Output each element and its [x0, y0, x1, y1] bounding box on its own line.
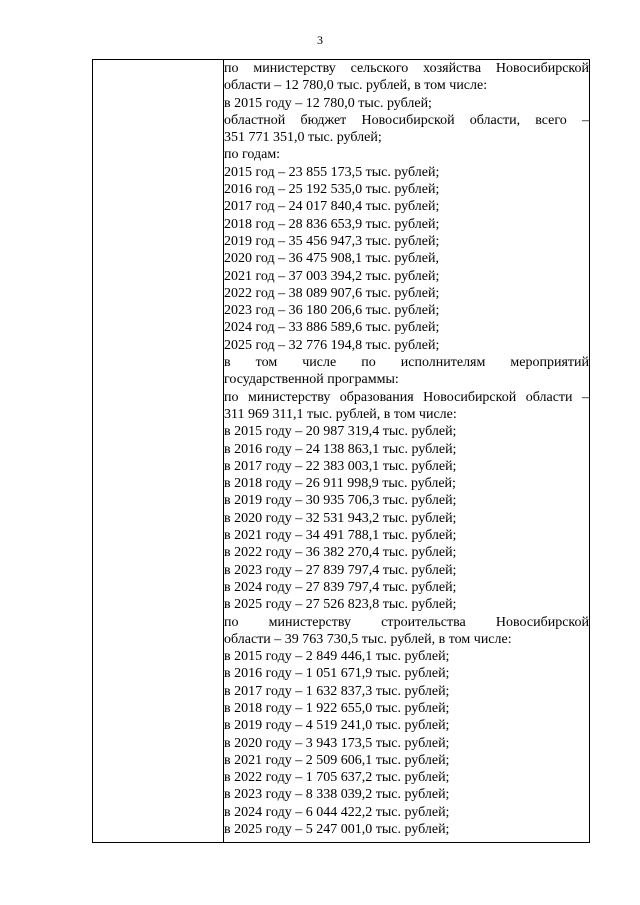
text-line: в 2020 году – 32 531 943,2 тыс. рублей; — [224, 510, 457, 526]
text-line: в 2019 году – 4 519 241,0 тыс. рублей; — [224, 718, 450, 734]
table-cell-content — [224, 60, 590, 843]
text-line: в 2015 году – 12 780,0 тыс. рублей; — [224, 95, 432, 111]
text-line: областной бюджет Новосибирской области, всего – — [224, 112, 589, 128]
text-line: в 2020 году – 3 943 173,5 тыс. рублей; — [224, 735, 450, 751]
text-line: по министерству сельского хозяйства Новосибирской — [224, 61, 589, 76]
text-line: в 2018 году – 26 911 998,9 тыс. рублей; — [224, 476, 456, 492]
text-lines — [224, 60, 589, 842]
text-line: в 2022 году – 1 705 637,2 тыс. рублей; — [224, 770, 450, 786]
text-line: в 2016 году – 24 138 863,1 тыс. рублей; — [224, 441, 457, 457]
text-line: 2015 год – 23 855 173,5 тыс. рублей; — [224, 164, 440, 180]
text-line: в 2023 году – 8 338 039,2 тыс. рублей; — [224, 787, 450, 803]
text-line: в 2019 году – 30 935 706,3 тыс. рублей; — [224, 493, 457, 509]
text-line: по годам: — [224, 147, 281, 163]
text-line: по министерству образования Новосибирской области – — [224, 389, 589, 405]
text-line: в 2023 году – 27 839 797,4 тыс. рублей; — [224, 562, 457, 578]
text-line: 2021 год – 37 003 394,2 тыс. рублей; — [224, 268, 440, 284]
text-line: государственной программы: — [224, 372, 399, 388]
text-line: 311 969 311,1 тыс. рублей, в том числе: — [224, 406, 457, 422]
text-line: в 2018 году – 1 922 655,0 тыс. рублей; — [224, 700, 450, 716]
text-line: в 2025 году – 27 526 823,8 тыс. рублей; — [224, 597, 457, 613]
text-line: 2023 год – 36 180 206,6 тыс. рублей; — [224, 303, 440, 319]
text-line: 2018 год – 28 836 653,9 тыс. рублей; — [224, 216, 440, 232]
table-row — [93, 60, 590, 843]
content-table — [92, 59, 590, 843]
text-line: области – 12 780,0 тыс. рублей, в том числе: — [224, 78, 488, 94]
text-line: в 2016 году – 1 051 671,9 тыс. рублей; — [224, 666, 450, 682]
page-number: 3 — [317, 33, 323, 47]
text-line: 2025 год – 32 776 194,8 тыс. рублей; — [224, 337, 440, 353]
text-line: 2019 год – 35 456 947,3 тыс. рублей; — [224, 233, 440, 249]
text-line: 2022 год – 38 089 907,6 тыс. рублей; — [224, 285, 440, 301]
text-line: в 2021 году – 2 509 606,1 тыс. рублей; — [224, 752, 450, 768]
text-line: области – 39 763 730,5 тыс. рублей, в том числе: — [224, 631, 512, 647]
text-line: 351 771 351,0 тыс. рублей; — [224, 130, 382, 146]
text-line: 2017 год – 24 017 840,4 тыс. рублей; — [224, 199, 440, 215]
text-line: 2020 год – 36 475 908,1 тыс. рублей, — [224, 251, 439, 267]
text-line: в 2015 году – 2 849 446,1 тыс. рублей; — [224, 649, 450, 665]
text-line: в 2015 году – 20 987 319,4 тыс. рублей; — [224, 424, 457, 440]
text-line: по министерству строительства Новосибирской — [224, 614, 589, 630]
text-line: в 2017 году – 1 632 837,3 тыс. рублей; — [224, 683, 450, 699]
text-line: в 2017 году – 22 383 003,1 тыс. рублей; — [224, 458, 457, 474]
text-line: в 2024 году – 27 839 797,4 тыс. рублей; — [224, 579, 457, 595]
text-line: 2016 год – 25 192 535,0 тыс. рублей; — [224, 182, 440, 198]
cell-bottom-space — [224, 838, 589, 842]
table-cell-empty — [93, 60, 224, 843]
text-line: в том числе по исполнителям мероприятий — [224, 355, 589, 371]
text-line: в 2022 году – 36 382 270,4 тыс. рублей; — [224, 545, 457, 561]
text-line: 2024 год – 33 886 589,6 тыс. рублей; — [224, 320, 440, 336]
text-line: в 2021 году – 34 491 788,1 тыс. рублей; — [224, 528, 457, 544]
text-line: в 2025 году – 5 247 001,0 тыс. рублей; — [224, 822, 450, 838]
text-line: в 2024 году – 6 044 422,2 тыс. рублей; — [224, 804, 450, 820]
